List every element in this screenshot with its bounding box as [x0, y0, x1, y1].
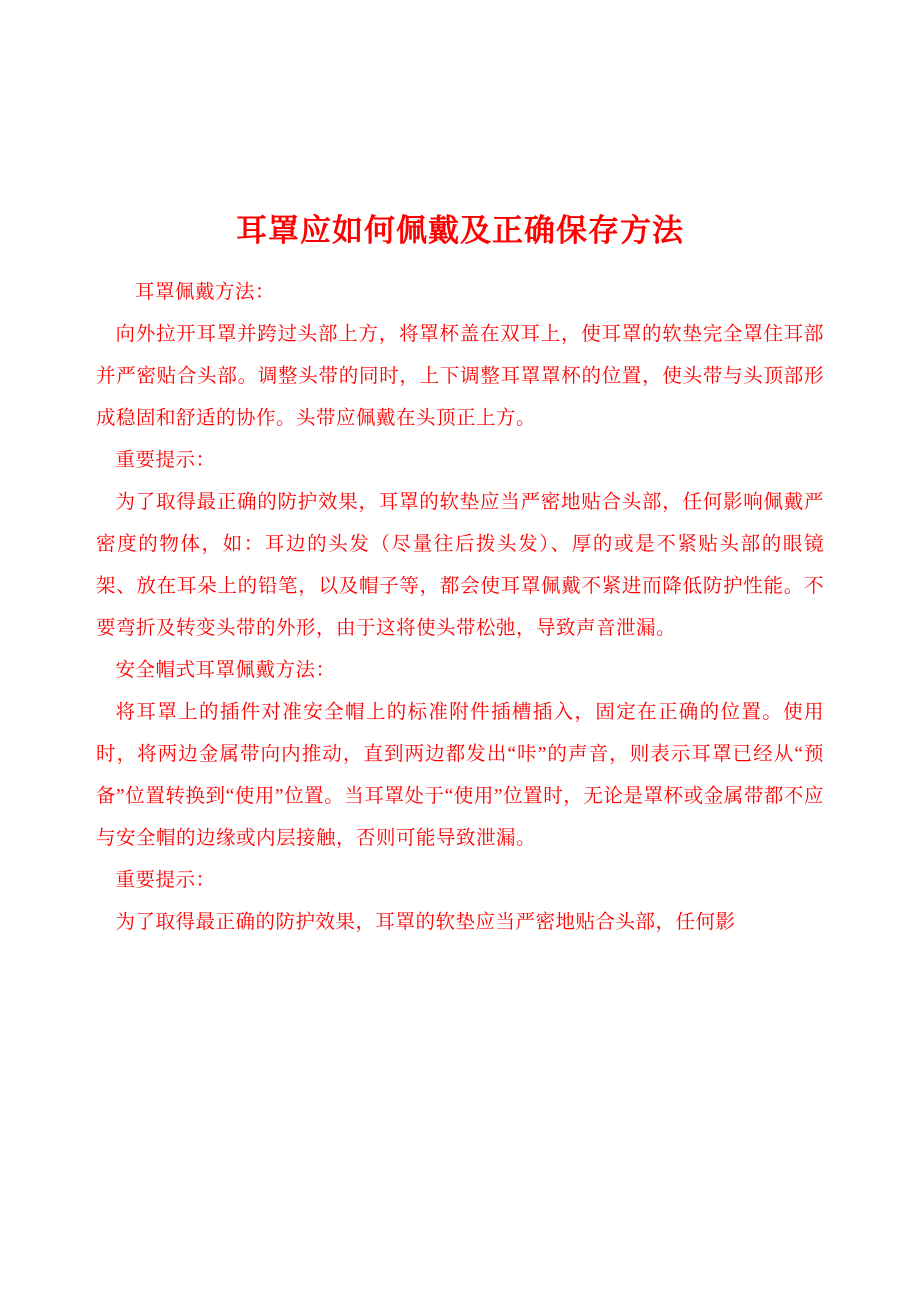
paragraph-heading-wearing-method: 耳罩佩戴方法：	[135, 282, 276, 303]
paragraph-heading-helmet-type: 安全帽式耳罩佩戴方法：	[115, 660, 336, 681]
paragraph-heading-important-tip-2: 重要提示：	[115, 870, 216, 891]
paragraph-important-tip-2-body: 为了取得最正确的防护效果，耳罩的软垫应当严密地贴合头部，任何影	[115, 912, 736, 933]
paragraph-wearing-method-body: 向外拉开耳罩并跨过头部上方，将罩杯盖在双耳上，使耳罩的软垫完全罩住耳部并严密贴合头部。调整头带的同时，上下调整耳罩罩杯的位置，使头带与头顶部形成稳固和舒适的协作。头带应佩戴在头顶正上方。	[96, 324, 824, 429]
page-title: 耳罩应如何佩戴及正确保存方法	[236, 212, 684, 249]
paragraph-important-tip-1-body: 为了取得最正确的防护效果，耳罩的软垫应当严密地贴合头部，任何影响佩戴严密度的物体，如：耳边的头发（尽量往后拨头发）、厚的或是不紧贴头部的眼镜架、放在耳朵上的铅笔，以及帽子等，都会使耳罩佩戴不紧进而降低防护性能。不要弯折及转变头带的外形，由于这将使头带松弛，导致声音泄漏。	[96, 492, 824, 639]
document-body	[96, 272, 824, 944]
paragraph-heading-important-tip-1: 重要提示：	[115, 450, 216, 471]
paragraph-helmet-type-body: 将耳罩上的插件对准安全帽上的标准附件插槽插入，固定在正确的位置。使用时，将两边金属带向内推动，直到两边都发出“咔”的声音，则表示耳罩已经从“预备”位置转换到“使用”位置。当耳罩处于“使用”位置时，无论是罩杯或金属带都不应与安全帽的边缘或内层接触，否则可能导致泄漏。	[96, 702, 824, 849]
